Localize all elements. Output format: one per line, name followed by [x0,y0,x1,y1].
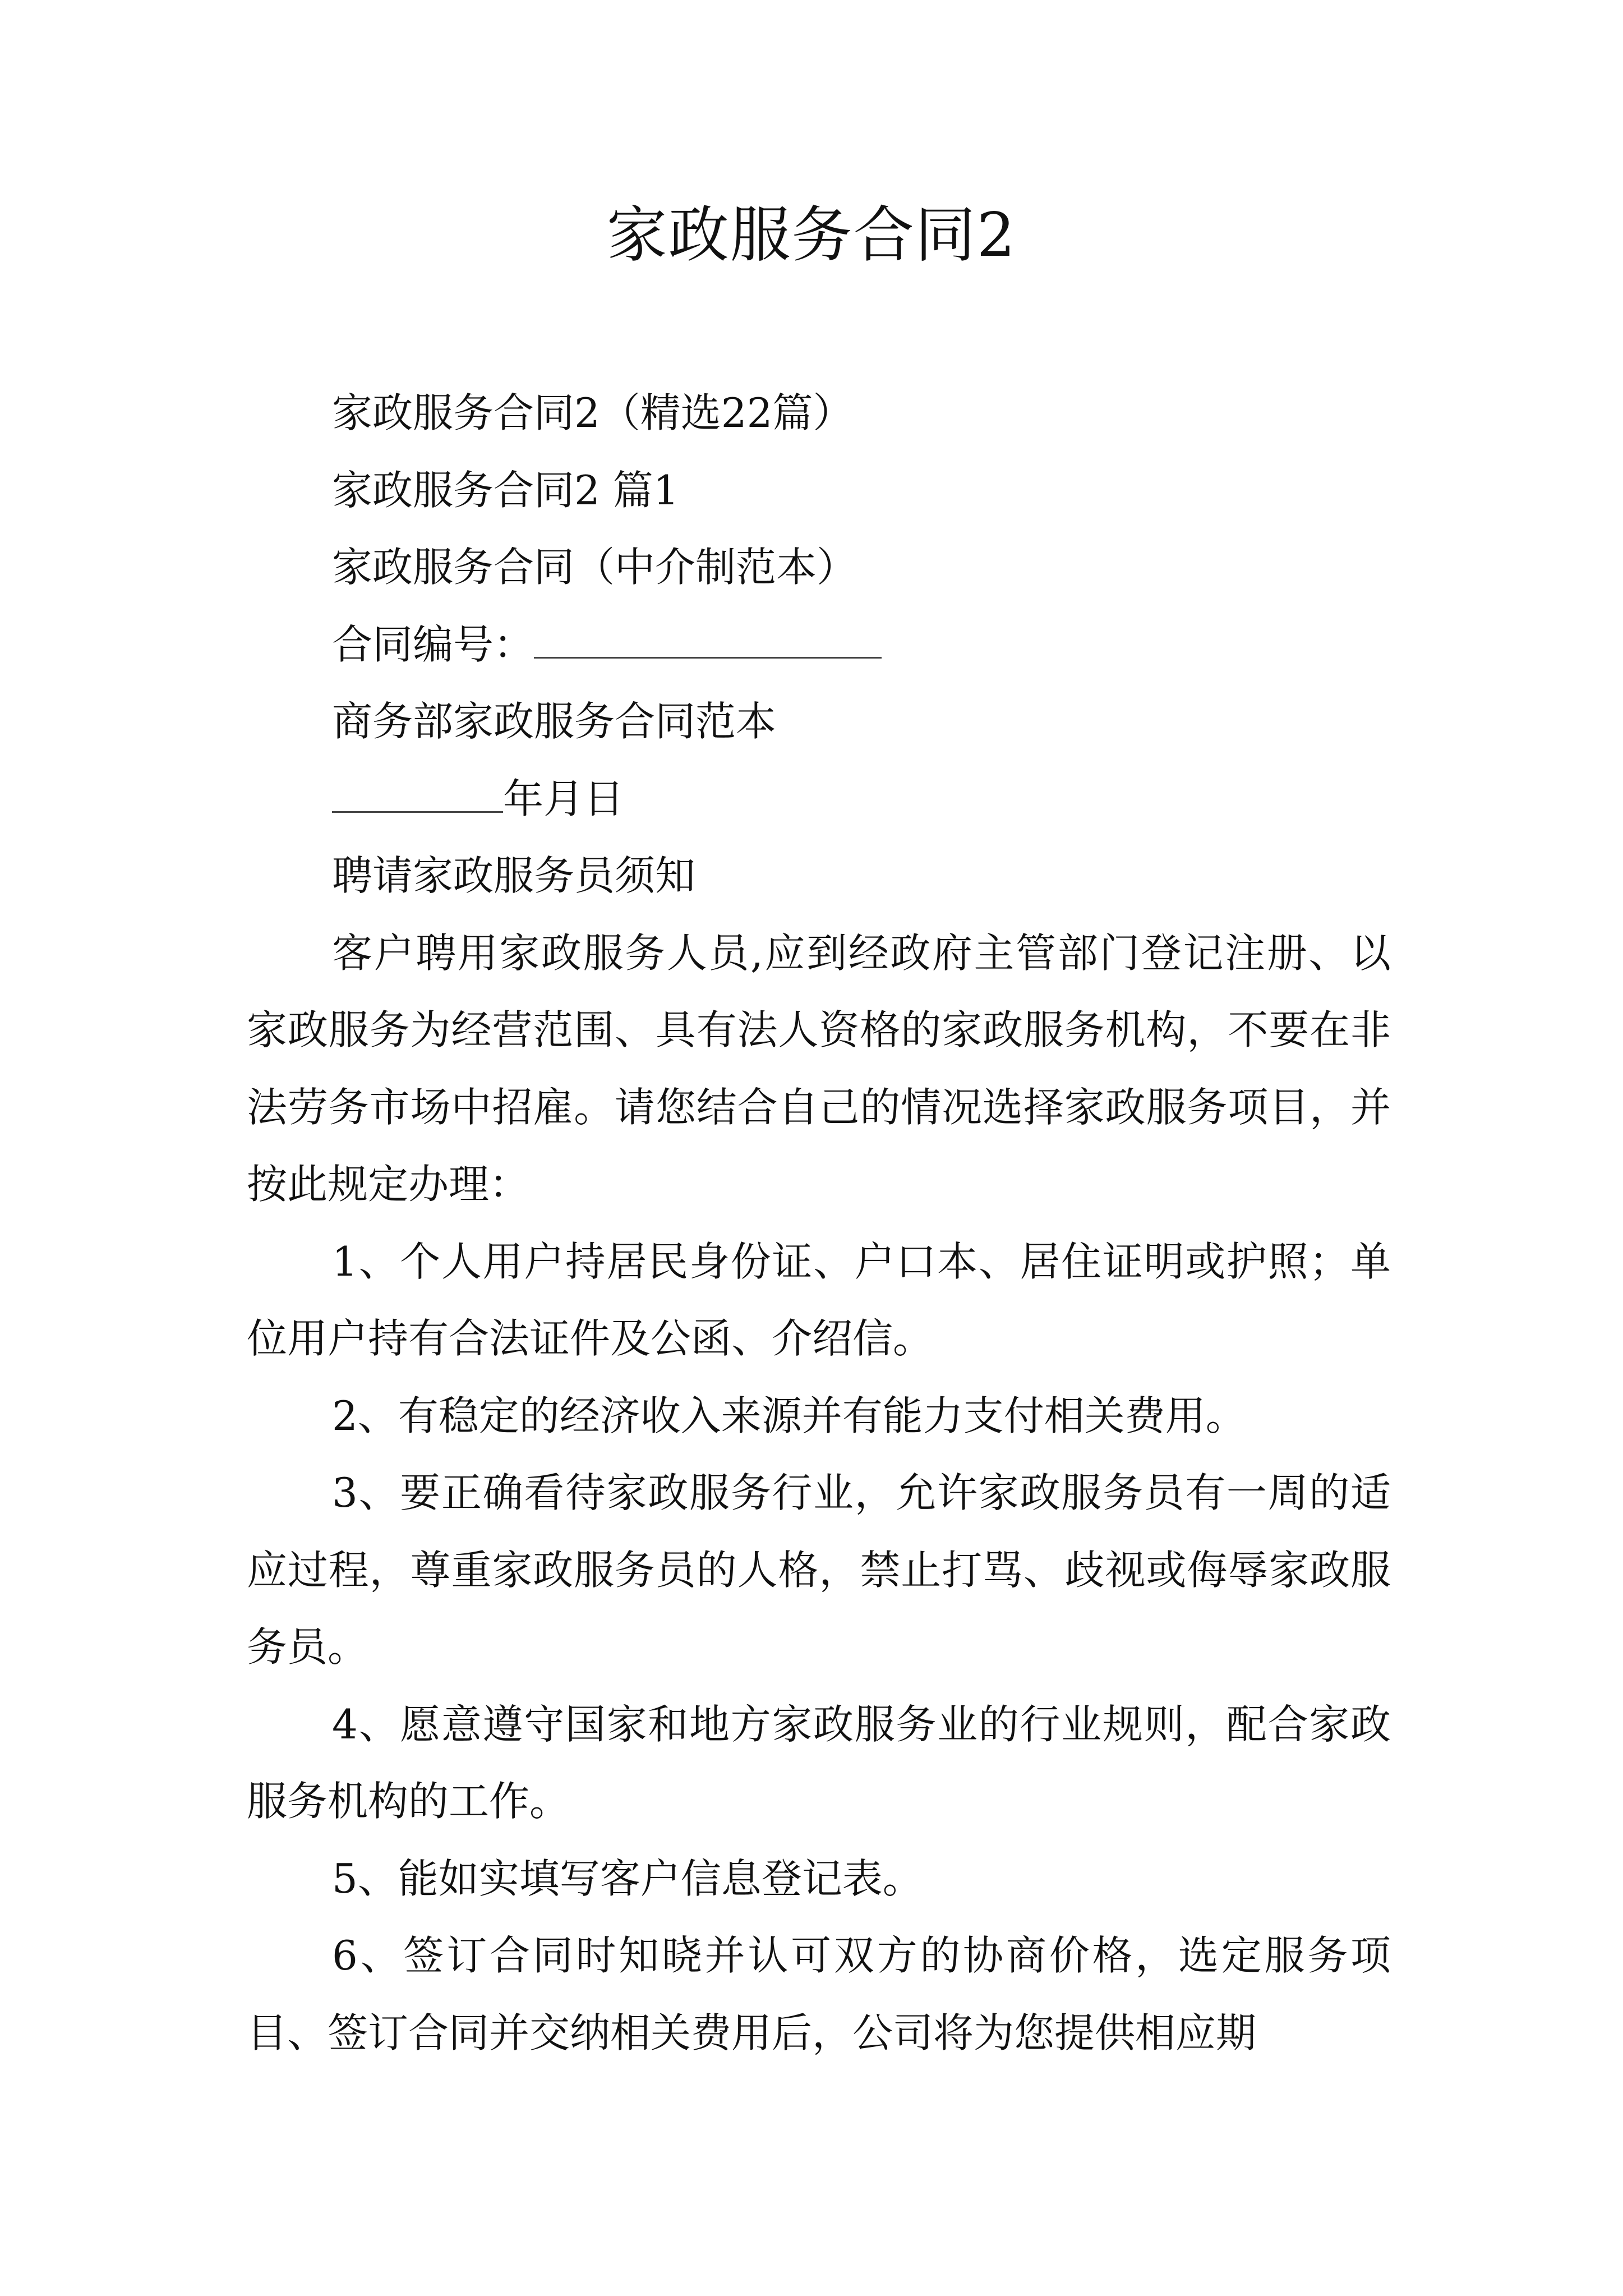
contract-number-blank [534,623,882,659]
date-blank [332,777,503,813]
notice-paragraph: 客户聘用家政服务人员,应到经政府主管部门登记注册、以家政服务为经营范围、具有法人资格的家政服务机构，不要在非法劳务市场中招雇。请您结合自己的情况选择家政服务项目，并按此规定办理： [247,929,1391,1208]
subtitle-line: 家政服务合同2（精选22篇） [332,389,854,436]
contract-number-label: 合同编号： [332,620,534,668]
rule-item-1: 1、个人用户持居民身份证、户口本、居住证明或护照；单位用户持有合法证件及公函、介绍信。 [247,1237,1391,1362]
rule-item-6: 6、签订合同时知晓并认可双方的协商价格，选定服务项目、签订合同并交纳相关费用后，公司将为您提供相应期 [247,1932,1391,2056]
rule-item-4: 4、愿意遵守国家和地方家政服务业的行业规则，配合家政服务机构的工作。 [247,1700,1391,1825]
document-title: 家政服务合同2 [606,200,1017,270]
notice-heading: 聘请家政服务员须知 [332,852,696,899]
rule-item-3: 3、要正确看待家政服务行业，允许家政服务员有一周的适应过程，尊重家政服务员的人格，禁止打骂、歧视或侮辱家政服务员。 [247,1469,1391,1671]
date-label: 年月日 [503,775,625,822]
date-line [247,761,1391,838]
contract-type-line: 家政服务合同（中介制范本） [332,544,857,591]
contract-number-line [247,606,1391,684]
rule-item-5: 5、能如实填写客户信息登记表。 [332,1855,923,1902]
section-heading: 家政服务合同2 篇1 [332,466,679,514]
template-source-line: 商务部家政服务合同范本 [332,698,777,745]
rule-item-2: 2、有稳定的经济收入来源并有能力支付相关费用。 [332,1392,1246,1439]
document-body [247,375,1391,2072]
